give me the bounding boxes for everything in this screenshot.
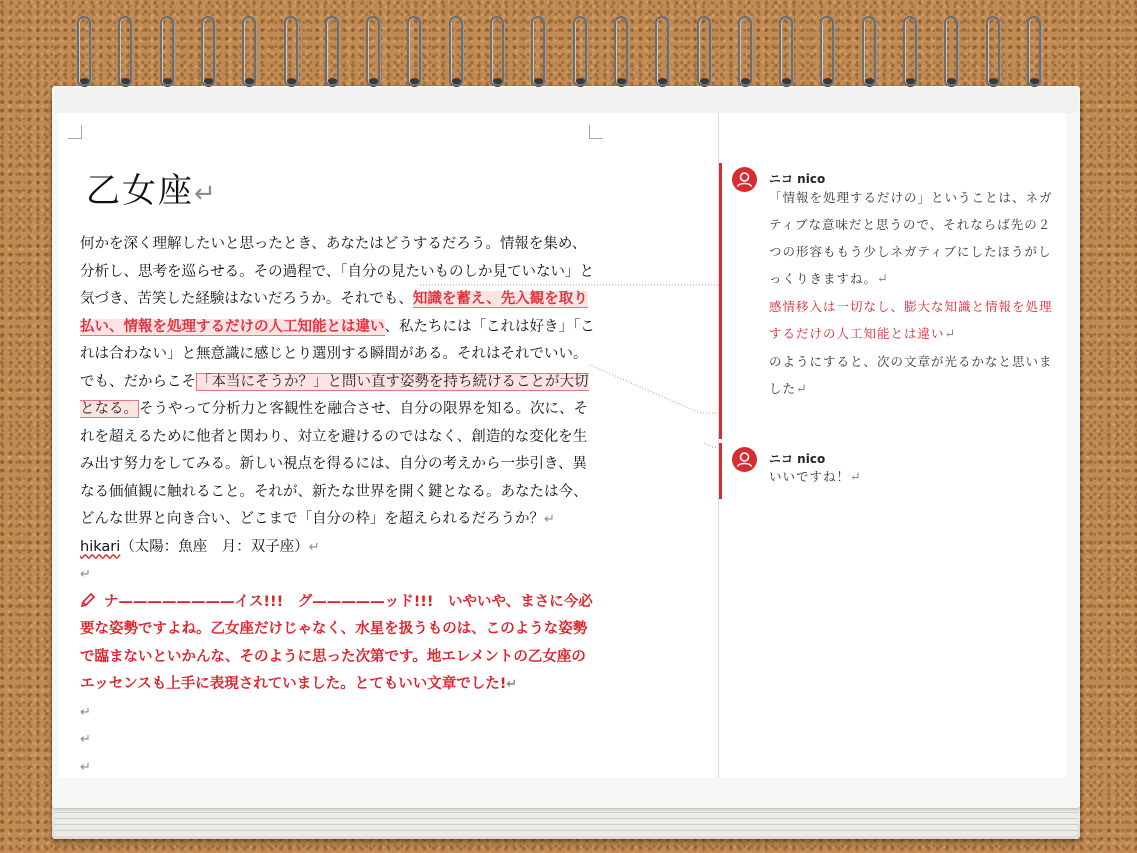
spiral-ring	[986, 16, 1000, 86]
spiral-ring	[118, 16, 132, 86]
avatar	[732, 447, 757, 472]
spiral-ring	[1027, 16, 1041, 86]
spiral-ring	[407, 16, 421, 86]
comments-pane	[718, 113, 1066, 778]
paragraph-mark: ↵	[544, 512, 555, 527]
empty-line: ↵	[80, 567, 91, 582]
feedback-paragraph: ナ————————イス!!! グ—————ッド!!! いやいや、まさに今必要な姿勢ですよね。乙女座だけじゃなく、水星を扱うものは、このような姿勢で臨まないといかんな、そのように思った次第です。地エレメントの乙女座のエッセンスも上手に表現されていました。とてもいい文章でした!↵	[80, 593, 593, 692]
comment-author: ニコ nico	[769, 452, 826, 466]
spiral-ring	[325, 16, 339, 86]
user-icon	[732, 447, 757, 472]
comment-text: いいですね！↵	[769, 469, 862, 485]
user-icon	[732, 167, 757, 192]
comment-highlight-2[interactable]: 「本当にそうか？」と問い直す姿勢を持ち続けることが大切となる。	[80, 373, 589, 417]
spiral-ring	[738, 16, 752, 86]
spiral-ring	[366, 16, 380, 86]
spiral-ring	[242, 16, 256, 86]
crop-mark-top-left	[68, 125, 82, 139]
spiral-ring	[449, 16, 463, 86]
spiral-ring	[655, 16, 669, 86]
crop-mark-top-right	[589, 125, 603, 139]
paragraph-mark: ↵	[194, 179, 218, 209]
pencil-icon	[80, 592, 96, 608]
avatar	[732, 167, 757, 192]
main-paragraph: 何かを深く理解したいと思ったとき、あなたはどうするだろう。情報を集め、分析し、思考を巡らせる。その過程で、「自分の見たいものしか見ていない」と気づき、苦笑した経験はないだろうか。それでも、知識を蓄え、先入観を取り払い、情報を処理するだけの人工知能とは違い、私たちには「これは好き」「これは合わない」と無意識に感じとり選別する瞬間がある。それはそれでいい。でも、だからこそ「本当にそうか？」と問い直す姿勢を持ち続けることが大切となる。そうやって分析力と客観性を融合させ、自分の限界を知る。次に、それを超えるために他者と関わり、対立を避けるのではなく、創造的な変化を生み出す努力をしてみる。新しい視点を得るには、自分の考えから一歩引き、異なる価値観に触れること。それが、新たな世界を開く鍵となる。あなたは今、どんな世界と向き合い、どこまで「自分の枠」を超えられるだろうか？↵	[80, 236, 595, 527]
spiral-ring	[490, 16, 504, 86]
comment-marker-bar	[719, 443, 722, 499]
comment-author: ニコ nico	[769, 172, 826, 186]
paragraph-mark: ↵	[506, 677, 518, 692]
spiral-ring	[614, 16, 628, 86]
spiral-ring	[944, 16, 958, 86]
document-title: 乙女座↵	[86, 171, 218, 211]
spiral-ring	[201, 16, 215, 86]
empty-line: ↵	[80, 759, 91, 775]
author-name: hikari	[80, 538, 121, 555]
author-line	[80, 534, 595, 562]
spiral-ring	[531, 16, 545, 86]
empty-line: ↵	[80, 704, 91, 720]
spiral-ring	[779, 16, 793, 86]
comment-marker-bar	[719, 163, 722, 439]
spiral-ring	[77, 16, 91, 86]
comment-card[interactable]	[719, 443, 1066, 505]
spiral-ring	[820, 16, 834, 86]
spiral-ring	[573, 16, 587, 86]
document-page[interactable]	[58, 113, 718, 778]
spiral-ring	[903, 16, 917, 86]
spiral-ring	[862, 16, 876, 86]
author-signs: （太陽：魚座 月：双子座）	[120, 538, 309, 555]
comment-text: 「情報を処理するだけの」ということは、ネガティブな意味だと思うので、それならば先の２つの形容ももう少しネガティブにしたほうがしっくりきますね。↵ 感情移入は一切なし、膨大な知識と情報を処理するだけの人工知能とは違い↵ のようにすると、次の文章が光るかなと思いました↵	[769, 190, 1053, 397]
spiral-ring	[697, 16, 711, 86]
comment-highlight-1[interactable]: 知識を蓄え、先入観を取り払い、情報を処理するだけの人工知能とは違い	[80, 291, 588, 335]
empty-line: ↵	[80, 732, 91, 747]
spiral-ring	[160, 16, 174, 86]
spiral-binding	[0, 0, 1137, 100]
comment-card[interactable]	[719, 159, 1066, 439]
spiral-ring	[284, 16, 298, 86]
document-body[interactable]	[80, 231, 595, 778]
paragraph-mark: ↵	[308, 539, 320, 555]
